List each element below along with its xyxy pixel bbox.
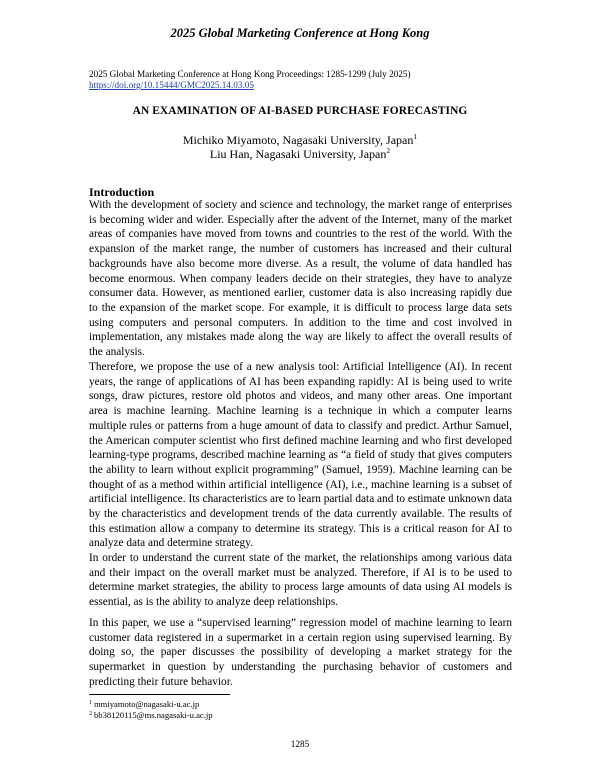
body-paragraph: Therefore, we propose the use of a new analysis tool: Artificial Intelligence (AI). In recent years, the range of applications of AI has been expanding rapidly: AI is being used to write songs, draw pictures, restore old photos and videos, and many other areas. One important area is machine learning. Machine learning is a technique in which a computer learns multiple rules or patterns from a huge amount of data to classify and predict. Arthur Samuel, the American computer scientist who first defined machine learning and who first developed learning-type programs, described machine learning as “a field of study that gives computers the ability to learn without explicit programming” (Samuel, 1959). Machine learning can be thought of as a method within artificial intelligence (AI), i.e., machine learning is a subset of artificial intelligence. Its characteristics are to learn partial data and to estimate unknown data by the characteristics and development trends of the data currently available. The results of this estimation allow a company to determine its strategy. This is a critical reason for AI to analyze data and determine strategy. — [89, 361, 512, 550]
author-name: Michiko Miyamoto, Nagasaki University, Japan — [182, 133, 414, 147]
footnote — [89, 699, 199, 709]
section-heading: Introduction — [89, 185, 155, 199]
conference-header: 2025 Global Marketing Conference at Hong Kong — [170, 26, 430, 40]
footnote-marker: 2 — [386, 146, 391, 155]
body-paragraph: With the development of society and science and technology, the market range of enterprises is becoming wider and wider. Especially after the advent of the Internet, many of the market areas of companies have moved from towns and countries to the rest of the world. With the expansion of the market range, the number of customers has increased and their cultural backgrounds have also become more diverse. As a result, the volume of data handled has become enormous. When company leaders decide on their strategies, they have to analyze consumer data. However, as mentioned earlier, customer data is also increasing rapidly due to the expansion of the market scope. For example, it is difficult to process large data sets using computers and personal computers. In addition to the time and cost involved in implementation, any mistakes made along the way are likely to affect the overall results of the analysis. — [89, 199, 512, 359]
proceedings-info — [89, 69, 411, 91]
footnote-email[interactable]: mmiyamoto@nagasaki-u.ac.jp — [94, 699, 200, 709]
body-paragraph: In this paper, we use a “supervised learning” regression model of machine learning to learn customer data registered in a supermarket in a certain region using supervised learning. By doing so, the paper discusses the possibility of developing a market strategy for the supermarket in question by understanding the purchasing behavior of customers and predicting their future behavior. — [89, 617, 512, 688]
author-list — [0, 133, 600, 161]
footnote-email[interactable]: bb38120115@ms.nagasaki-u.ac.jp — [94, 710, 213, 720]
author-line — [0, 133, 600, 147]
footnote — [89, 710, 213, 720]
paper-title: AN EXAMINATION OF AI-BASED PURCHASE FORECASTING — [132, 105, 468, 117]
footnote-mark: 2 — [89, 711, 92, 717]
author-name: Liu Han, Nagasaki University, Japan — [209, 147, 387, 161]
doi-link[interactable]: https://doi.org/10.15444/GMC2025.14.03.05 — [89, 80, 254, 90]
footnote-divider — [89, 694, 230, 695]
footnote-marker: 1 — [413, 132, 418, 141]
author-line — [0, 147, 600, 161]
footnote-mark: 1 — [89, 700, 92, 706]
page-number: 1285 — [290, 740, 310, 750]
body-paragraph: In order to understand the current state of the market, the relationships among various data and their impact on the overall market must be analyzed. Therefore, if AI is to be used to determine market strategies, the ability to process large amounts of data using AI models is essential, as is the ability to analyze deep relationships. — [89, 552, 512, 609]
proceedings-citation: 2025 Global Marketing Conference at Hong Kong Proceedings: 1285-1299 (July 2025) — [89, 69, 411, 79]
